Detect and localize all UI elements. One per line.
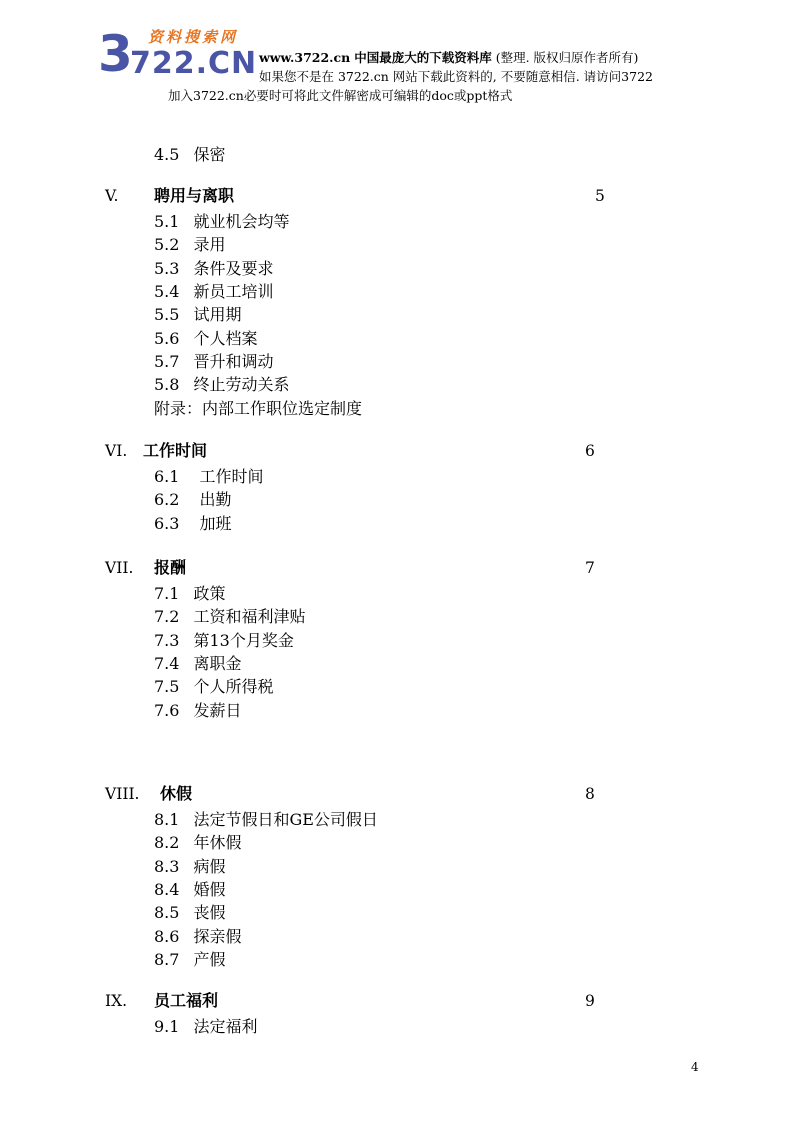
section-number: IX. [105,992,128,1010]
toc-item-number: 5.7 [154,352,180,371]
toc-item-title: 病假 [193,857,226,876]
toc-item-title: 个人档案 [193,329,258,348]
toc-item-number: 5.5 [154,305,180,324]
toc-item-title: 出勤 [199,490,232,509]
toc-item-number: 8.5 [154,903,180,922]
header-line-1 [259,48,638,66]
toc-item-number: 7.1 [154,584,180,603]
toc-item [154,674,273,697]
toc-item-title: 新员工培训 [193,282,274,301]
section-page: 7 [585,559,595,577]
toc-item [154,604,305,627]
header-line-3: 加入3722.cn必要时可将此文件解密成可编辑的doc或ppt格式 [168,88,513,103]
toc-item [154,807,378,830]
toc-item [154,651,241,674]
toc-item-number: 5.3 [154,259,180,278]
section-page: 6 [585,442,595,460]
toc-item-title: 个人所得税 [193,677,274,696]
section-number: VIII. [105,785,140,803]
page-header [0,0,794,110]
toc-item-number: 8.3 [154,857,180,876]
toc-item-number: 8.4 [154,880,180,899]
toc-item-title: 终止劳动关系 [193,375,290,394]
toc-item [154,830,241,853]
toc-item-number: 7.3 [154,631,180,650]
toc-item-number: 8.7 [154,950,180,969]
toc-item-title: 工资和福利津贴 [193,607,306,626]
logo-digit: 3 [98,25,133,83]
toc-item-number: 6.2 [154,490,180,509]
header-line-2: 如果您不是在 3722.cn 网站下载此资料的, 不要随意相信. 请访问3722 [259,69,653,84]
toc-item [154,628,294,651]
section-title: 工作时间 [143,441,208,460]
section-title: 休假 [160,784,193,803]
toc-item-title: 丧假 [193,903,226,922]
toc-item-title: 政策 [193,584,226,603]
section-title: 报酬 [154,558,187,577]
toc-item-number: 6.1 [154,467,180,486]
site-logo [98,26,258,84]
toc-item-title: 保密 [193,145,226,164]
toc-item [154,581,225,604]
toc-item-title: 产假 [193,950,226,969]
toc-item [154,142,225,165]
toc-item-title: 第13个月奖金 [193,631,294,650]
toc-item-title: 年休假 [193,833,242,852]
toc-item-number: 5.2 [154,235,180,254]
toc-item [154,326,257,349]
section-page: 9 [585,992,595,1010]
section-page: 8 [585,785,595,803]
toc-item-title: 婚假 [193,880,226,899]
toc-item-number: 8.1 [154,810,180,829]
toc-item-number: 5.6 [154,329,180,348]
toc-item-number: 7.6 [154,701,180,720]
rights-note: (整理. 版权归原作者所有) [495,50,639,65]
toc-item [154,924,241,947]
toc-item-number: 7.4 [154,654,180,673]
toc-item-title: 加班 [199,514,232,533]
section-title: 聘用与离职 [154,186,235,205]
toc-item-number: 5.4 [154,282,180,301]
page-number: 4 [691,1060,699,1074]
library-slogan: 中国最庞大的下载资料库 [354,50,492,65]
toc-item [154,947,225,970]
toc-item-number: 4.5 [154,145,180,164]
toc-item-title: 录用 [193,235,226,254]
logo-tagline: 资料搜索网 [148,28,239,46]
toc-item [154,279,273,302]
toc-item-title: 工作时间 [199,467,264,486]
toc-item [154,209,289,232]
section-number: VI. [105,442,128,460]
toc-item [154,698,241,721]
toc-item [154,877,225,900]
toc-item [154,900,225,923]
toc-item-title: 条件及要求 [193,259,274,278]
toc-item-number: 9.1 [154,1017,180,1036]
section-number: VII. [105,559,134,577]
section-page: 5 [595,187,605,205]
toc-item [154,372,289,395]
toc-item-number: 6.3 [154,514,180,533]
toc-item [154,256,273,279]
toc-item [154,349,273,372]
toc-item [154,487,231,510]
toc-appendix: 附录：内部工作职位选定制度 [154,399,363,418]
toc-item [154,854,225,877]
toc-item-title: 离职金 [193,654,242,673]
toc-item-number: 5.1 [154,212,180,231]
toc-item-title: 法定节假日和GE公司假日 [193,810,378,829]
site-url: www.3722.cn [259,50,351,65]
toc-item-title: 就业机会均等 [193,212,290,231]
toc-item-number: 8.2 [154,833,180,852]
toc-item-number: 7.5 [154,677,180,696]
toc-item-number: 7.2 [154,607,180,626]
toc-item-title: 发薪日 [193,701,242,720]
toc-item [154,511,231,534]
toc-item-title: 法定福利 [193,1017,258,1036]
toc-item [154,1014,257,1037]
section-number: V. [105,187,119,205]
toc-item-title: 试用期 [193,305,242,324]
toc-item-number: 5.8 [154,375,180,394]
section-title: 员工福利 [154,991,219,1010]
toc-item-number: 8.6 [154,927,180,946]
toc-item [154,464,263,487]
logo-domain: 722.CN [130,46,258,81]
toc-item [154,302,241,325]
toc-item [154,232,225,255]
toc-item-title: 晋升和调动 [193,352,274,371]
toc-item-title: 探亲假 [193,927,242,946]
